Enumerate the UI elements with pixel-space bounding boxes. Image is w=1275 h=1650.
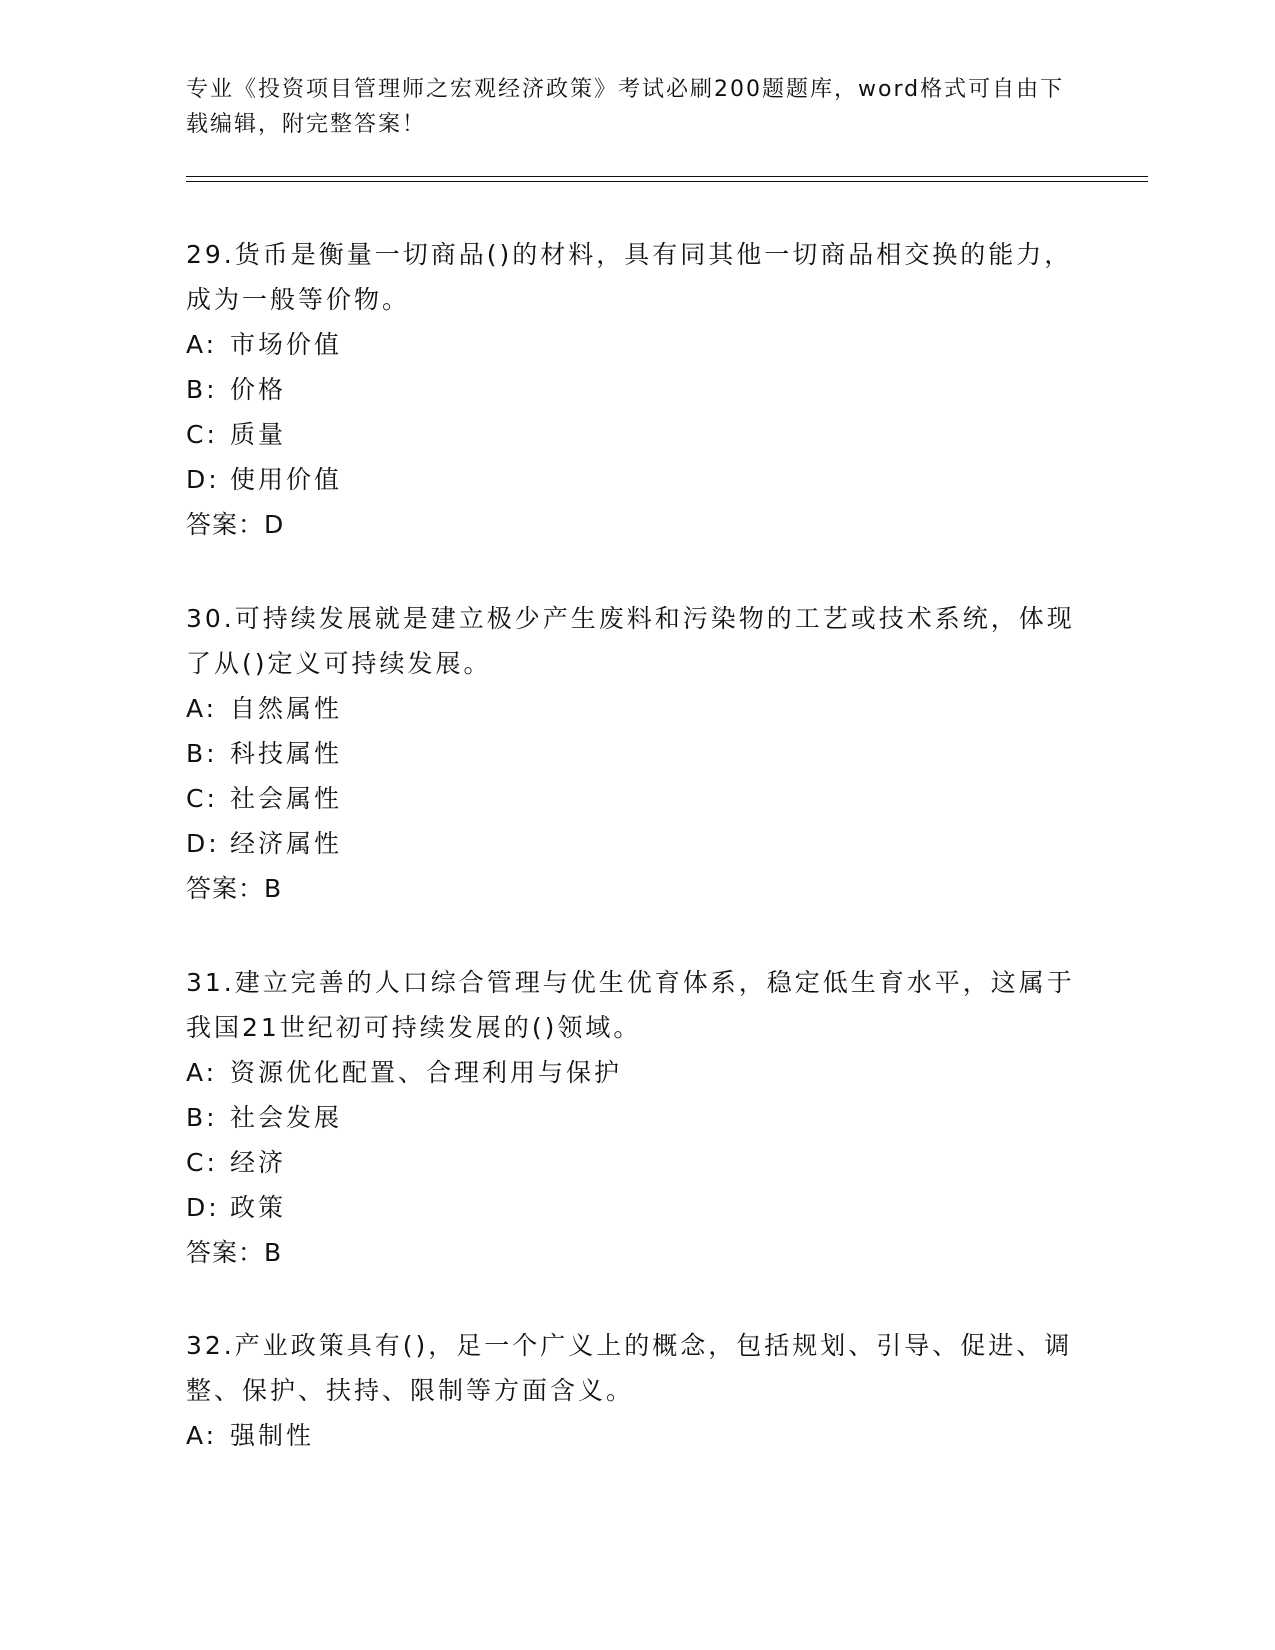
header-text: 专业《投资项目管理师之宏观经济政策》考试必刷200题题库，word格式可自由下载编辑，附完整答案！ bbox=[186, 77, 1065, 137]
option-key: D: bbox=[186, 1193, 220, 1222]
option-text: 质量 bbox=[230, 420, 287, 449]
option-a bbox=[186, 686, 1076, 731]
header-divider-top bbox=[186, 176, 1148, 177]
option-key: C: bbox=[186, 1148, 218, 1177]
option-text: 资源优化配置、合理利用与保护 bbox=[230, 1058, 623, 1087]
option-c bbox=[186, 776, 1076, 821]
option-d bbox=[186, 1185, 1076, 1230]
option-text: 政策 bbox=[230, 1193, 287, 1222]
option-key: C: bbox=[186, 784, 218, 813]
option-text: 社会属性 bbox=[230, 784, 343, 813]
question-32 bbox=[186, 1323, 1076, 1458]
option-key: B: bbox=[186, 739, 218, 768]
question-stem: 29.货币是衡量一切商品()的材料，具有同其他一切商品相交换的能力，成为一般等价物。 bbox=[186, 240, 1073, 314]
option-text: 强制性 bbox=[230, 1421, 315, 1450]
option-c bbox=[186, 1140, 1076, 1185]
option-key: C: bbox=[186, 420, 218, 449]
document-header bbox=[186, 72, 1086, 142]
option-a bbox=[186, 322, 1076, 367]
option-c bbox=[186, 412, 1076, 457]
option-text: 使用价值 bbox=[230, 465, 343, 494]
option-d bbox=[186, 457, 1076, 502]
answer-line: 答案：B bbox=[186, 874, 283, 903]
option-a bbox=[186, 1413, 1076, 1458]
question-30 bbox=[186, 596, 1076, 911]
option-b bbox=[186, 731, 1076, 776]
header-divider-bottom bbox=[186, 181, 1148, 182]
option-key: B: bbox=[186, 375, 218, 404]
option-text: 社会发展 bbox=[230, 1103, 343, 1132]
option-d bbox=[186, 821, 1076, 866]
question-stem: 31.建立完善的人口综合管理与优生优育体系，稳定低生育水平，这属于我国21世纪初可持续发展的()领域。 bbox=[186, 968, 1075, 1042]
answer-line: 答案：B bbox=[186, 1238, 283, 1267]
option-key: A: bbox=[186, 330, 218, 359]
question-29 bbox=[186, 232, 1076, 547]
option-key: A: bbox=[186, 1058, 218, 1087]
option-key: A: bbox=[186, 694, 218, 723]
option-text: 价格 bbox=[230, 375, 287, 404]
option-text: 自然属性 bbox=[230, 694, 343, 723]
option-a bbox=[186, 1050, 1076, 1095]
option-key: D: bbox=[186, 465, 220, 494]
question-stem: 32.产业政策具有()，足一个广义上的概念，包括规划、引导、促进、调整、保护、扶持、限制等方面含义。 bbox=[186, 1331, 1073, 1405]
option-text: 经济 bbox=[230, 1148, 287, 1177]
option-key: A: bbox=[186, 1421, 218, 1450]
option-key: B: bbox=[186, 1103, 218, 1132]
answer-line: 答案：D bbox=[186, 510, 285, 539]
option-text: 科技属性 bbox=[230, 739, 343, 768]
question-31 bbox=[186, 960, 1076, 1275]
question-stem: 30.可持续发展就是建立极少产生废料和污染物的工艺或技术系统，体现了从()定义可持续发展。 bbox=[186, 604, 1075, 678]
option-text: 经济属性 bbox=[230, 829, 343, 858]
option-key: D: bbox=[186, 829, 220, 858]
option-b bbox=[186, 367, 1076, 412]
option-text: 市场价值 bbox=[230, 330, 343, 359]
option-b bbox=[186, 1095, 1076, 1140]
